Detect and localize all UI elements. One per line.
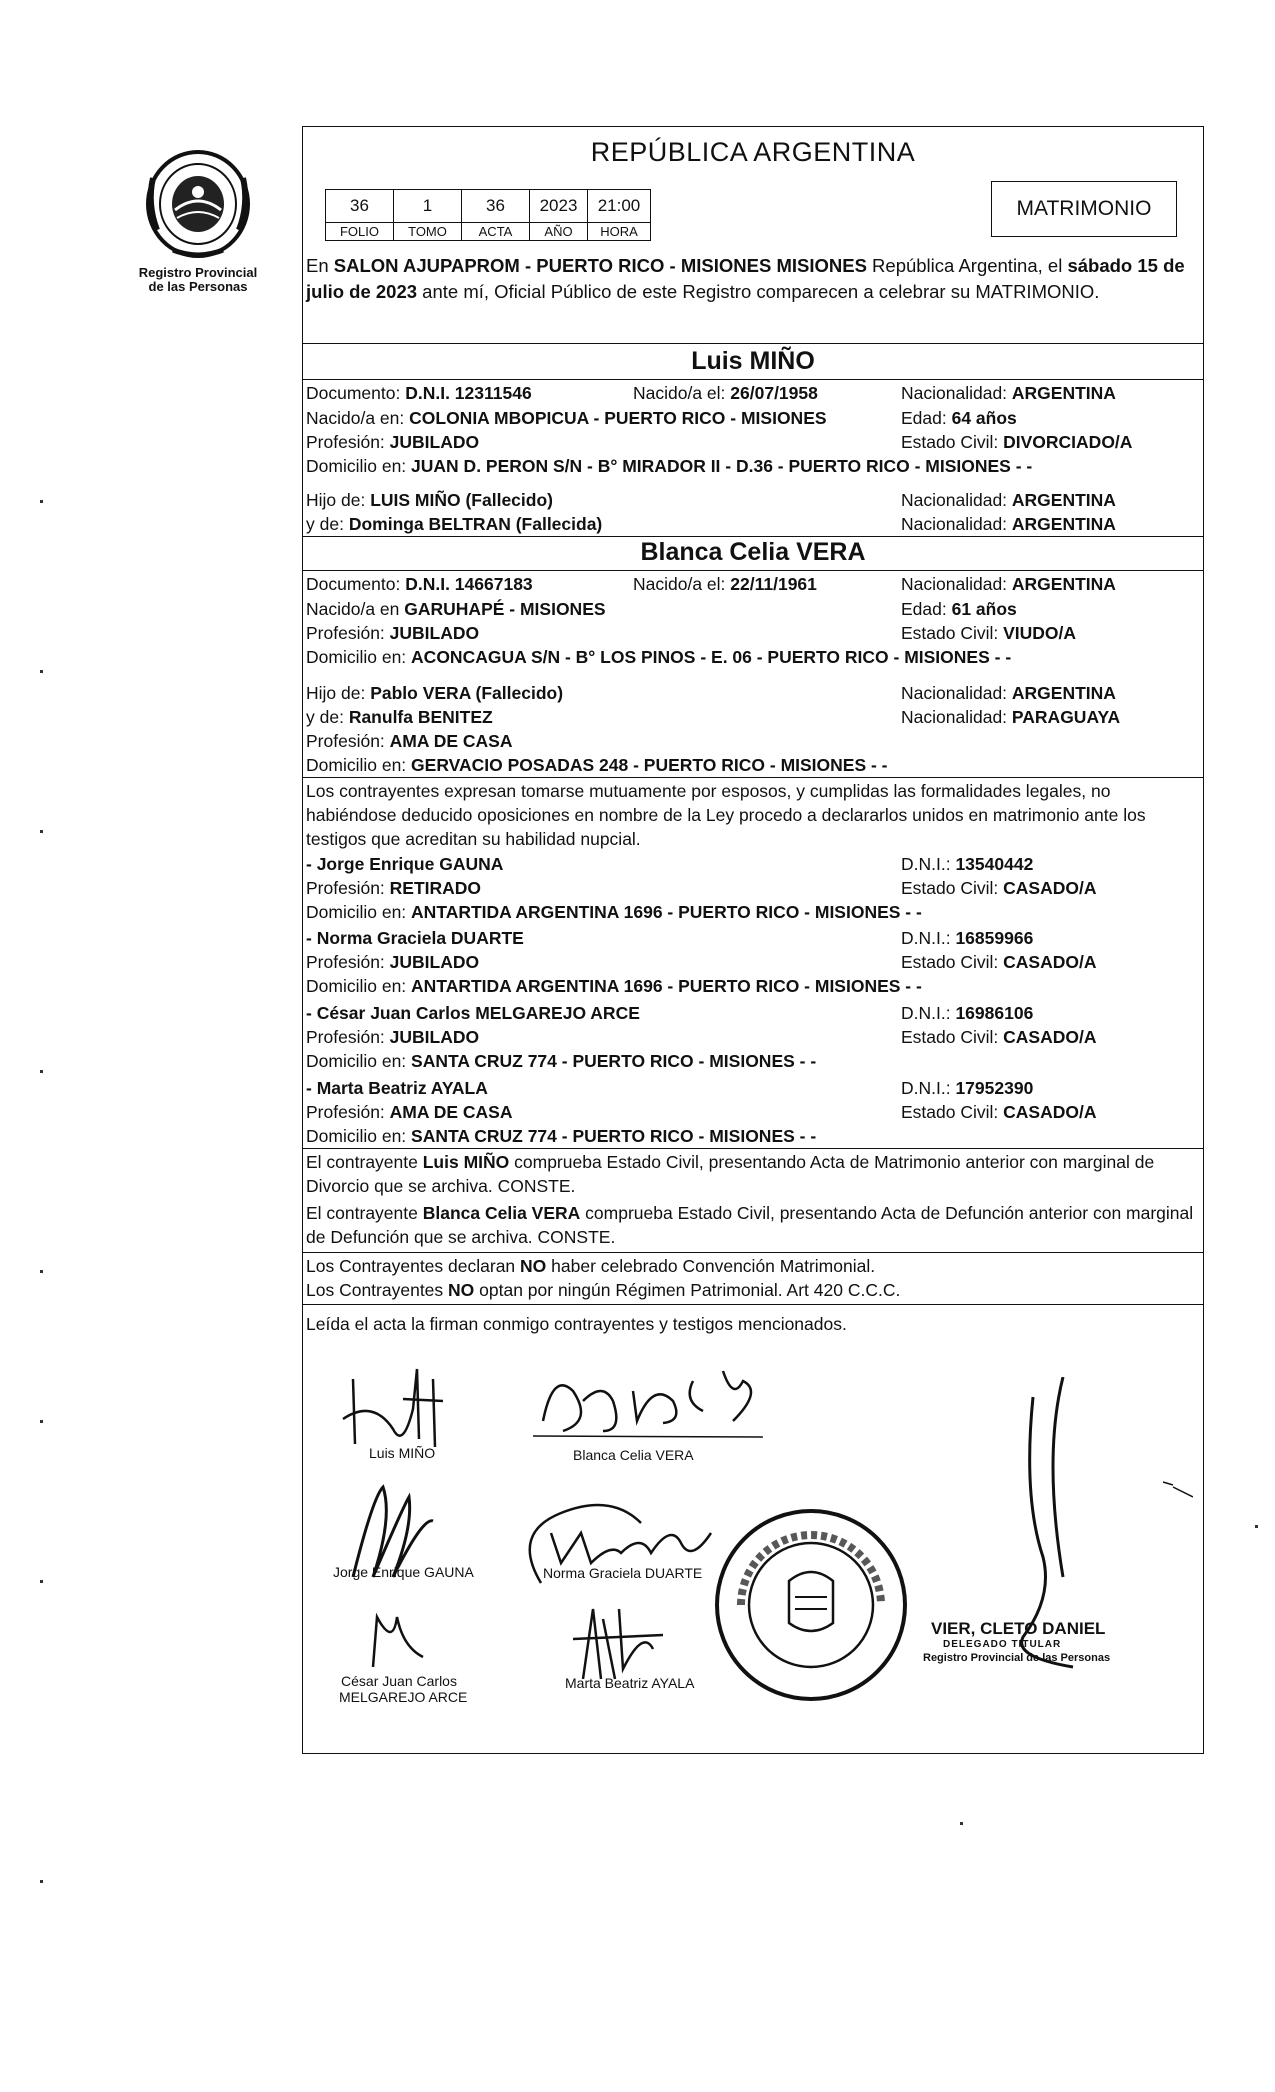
witness-1-address: Domicilio en: ANTARTIDA ARGENTINA 1696 - PUERTO RICO - MISIONES - -: [306, 902, 922, 922]
c2-mother-nationality: Nacionalidad: PARAGUAYA: [901, 707, 1121, 727]
c2-birthplace: Nacido/a en GARUHAPÉ - MISIONES: [306, 599, 606, 619]
witness-2-address: Domicilio en: ANTARTIDA ARGENTINA 1696 - PUERTO RICO - MISIONES - -: [306, 976, 922, 996]
c1-age: Edad: 64 años: [901, 408, 1017, 428]
c2-father-nationality: Nacionalidad: ARGENTINA: [901, 683, 1116, 703]
signature-caption-4: Norma Graciela DUARTE: [543, 1565, 703, 1581]
witness-3-dni: D.N.I.: 16986106: [901, 1003, 1034, 1023]
signature-caption-2: Blanca Celia VERA: [573, 1447, 694, 1463]
witness-2-profession: Profesión: JUBILADO: [306, 952, 480, 972]
official-org: Registro Provincial de las Personas: [923, 1652, 1111, 1664]
c1-document: Documento: D.N.I. 12311546: [306, 383, 532, 403]
note-contrayente-2: El contrayente Blanca Celia VERA comprueba Estado Civil, presentando Acta de Defunción anterior con marginal de Defunción que se archiva. CONSTE.: [306, 1203, 1194, 1247]
witness-3-name: - César Juan Carlos MELGAREJO ARCE: [306, 1003, 640, 1023]
c2-age: Edad: 61 años: [901, 599, 1017, 619]
c1-birthdate: Nacido/a el: 26/07/1958: [633, 383, 818, 403]
witness-4-name: - Marta Beatriz AYALA: [306, 1078, 488, 1098]
tomo-value: 1: [394, 190, 462, 223]
hora-label: HORA: [588, 223, 651, 241]
c2-father: Hijo de: Pablo VERA (Fallecido): [306, 683, 564, 703]
divider: [303, 1148, 1203, 1149]
note-convention: Los Contrayentes declaran NO haber celebrado Convención Matrimonial.: [306, 1256, 876, 1276]
witness-4-profession: Profesión: AMA DE CASA: [306, 1102, 513, 1122]
note-regime: Los Contrayentes NO optan por ningún Régimen Patrimonial. Art 420 C.C.C.: [306, 1280, 901, 1300]
document-title: REPÚBLICA ARGENTINA: [590, 137, 916, 167]
note-contrayente-1: El contrayente Luis MIÑO comprueba Estado Civil, presentando Acta de Matrimonio anterior con marginal de Divorcio que se archiva. CONSTE.: [306, 1152, 1155, 1196]
logo-caption: Registro Provincial de las Personas: [138, 265, 258, 294]
contrayente-1-name: Luis MIÑO: [691, 347, 815, 375]
signature-blanca-vera: [533, 1361, 773, 1451]
witness-3-civil: Estado Civil: CASADO/A: [901, 1027, 1097, 1047]
witness-2-name: - Norma Graciela DUARTE: [306, 928, 524, 948]
signature-caption-5: César Juan Carlos MELGAREJO ARCE: [339, 1673, 468, 1705]
divider: [303, 343, 1203, 344]
c1-civil-status: Estado Civil: DIVORCIADO/A: [901, 432, 1133, 452]
witness-4-address: Domicilio en: SANTA CRUZ 774 - PUERTO RICO - MISIONES - -: [306, 1126, 817, 1146]
divider: [303, 1304, 1203, 1305]
divider: [303, 570, 1203, 571]
anio-label: AÑO: [530, 223, 588, 241]
c2-mother-address: Domicilio en: GERVACIO POSADAS 248 - PUERTO RICO - MISIONES - -: [306, 755, 888, 775]
declaration-paragraph: Los contrayentes expresan tomarse mutuamente por esposos, y cumplidas las formalidades legales, no habiéndose deducido oposiciones en nombre de la Ley procedo a declararlos unidos en matrimonio ante los testigos que acreditan su habilidad nupcial.: [306, 781, 1146, 849]
signature-caption-1: Luis MIÑO: [369, 1445, 436, 1461]
reference-table: [325, 189, 651, 241]
witness-1-name: - Jorge Enrique GAUNA: [306, 854, 504, 874]
tomo-label: TOMO: [394, 223, 462, 241]
acta-label: ACTA: [462, 223, 530, 241]
c1-nationality: Nacionalidad: ARGENTINA: [901, 383, 1116, 403]
signature-cesar-melgarejo: [353, 1597, 443, 1677]
folio-label: FOLIO: [326, 223, 394, 241]
official-name: VIER, CLETO DANIEL: [931, 1619, 1106, 1638]
witness-1-civil: Estado Civil: CASADO/A: [901, 878, 1097, 898]
c1-mother: y de: Dominga BELTRAN (Fallecida): [306, 514, 603, 534]
official-role: DELEGADO TITULAR: [943, 1639, 1062, 1650]
c2-mother-profession: Profesión: AMA DE CASA: [306, 731, 513, 751]
witness-2-dni: D.N.I.: 16859966: [901, 928, 1034, 948]
marriage-certificate: [302, 126, 1204, 1754]
intro-paragraph: En SALON AJUPAPROM - PUERTO RICO - MISIONES MISIONES República Argentina, el sábado 15 de julio de 2023 ante mí, Oficial Público de este Registro comparecen a celebrar su MATRIMONIO.: [306, 255, 1185, 302]
divider: [303, 379, 1203, 380]
c1-father: Hijo de: LUIS MIÑO (Fallecido): [306, 490, 553, 510]
contrayente-2-name: Blanca Celia VERA: [640, 538, 866, 566]
c1-address: Domicilio en: JUAN D. PERON S/N - B° MIRADOR II - D.36 - PUERTO RICO - MISIONES - -: [306, 456, 1033, 476]
c1-birthplace: Nacido/a en: COLONIA MBOPICUA - PUERTO RICO - MISIONES: [306, 408, 827, 428]
c1-profession: Profesión: JUBILADO: [306, 432, 480, 452]
c2-nationality: Nacionalidad: ARGENTINA: [901, 574, 1116, 594]
witness-1-profession: Profesión: RETIRADO: [306, 878, 482, 898]
c2-civil-status: Estado Civil: VIUDO/A: [901, 623, 1077, 643]
acta-value: 36: [462, 190, 530, 223]
province-seal-icon: [143, 148, 253, 260]
hora-value: 21:00: [588, 190, 651, 223]
divider: [303, 536, 1203, 537]
witness-4-civil: Estado Civil: CASADO/A: [901, 1102, 1097, 1122]
witness-2-civil: Estado Civil: CASADO/A: [901, 952, 1097, 972]
signature-caption-3: Jorge Enrique GAUNA: [333, 1564, 474, 1580]
folio-value: 36: [326, 190, 394, 223]
witness-1-dni: D.N.I.: 13540442: [901, 854, 1034, 874]
signature-caption-6: Marta Beatriz AYALA: [565, 1675, 695, 1691]
c2-birthdate: Nacido/a el: 22/11/1961: [633, 574, 817, 594]
signature-luis-mino: [333, 1359, 473, 1459]
c2-address: Domicilio en: ACONCAGUA S/N - B° LOS PINOS - E. 06 - PUERTO RICO - MISIONES - -: [306, 647, 1012, 667]
witness-3-address: Domicilio en: SANTA CRUZ 774 - PUERTO RICO - MISIONES - -: [306, 1051, 817, 1071]
c2-document: Documento: D.N.I. 14667183: [306, 574, 533, 594]
document-type-box: MATRIMONIO: [991, 181, 1177, 237]
divider: [303, 777, 1203, 778]
c1-father-nationality: Nacionalidad: ARGENTINA: [901, 490, 1116, 510]
c2-profession: Profesión: JUBILADO: [306, 623, 480, 643]
c2-mother: y de: Ranulfa BENITEZ: [306, 707, 493, 727]
ceremony-place: SALON AJUPAPROM - PUERTO RICO - MISIONES MISIONES: [333, 255, 867, 276]
divider: [303, 1252, 1203, 1253]
witness-3-profession: Profesión: JUBILADO: [306, 1027, 480, 1047]
witness-4-dni: D.N.I.: 17952390: [901, 1078, 1034, 1098]
closing-statement: Leída el acta la firman conmigo contrayentes y testigos mencionados.: [306, 1314, 847, 1334]
anio-value: 2023: [530, 190, 588, 223]
ceremony-date: sábado 15 de julio de 2023: [306, 255, 1185, 302]
registry-logo: [128, 148, 268, 294]
c1-mother-nationality: Nacionalidad: ARGENTINA: [901, 514, 1116, 534]
